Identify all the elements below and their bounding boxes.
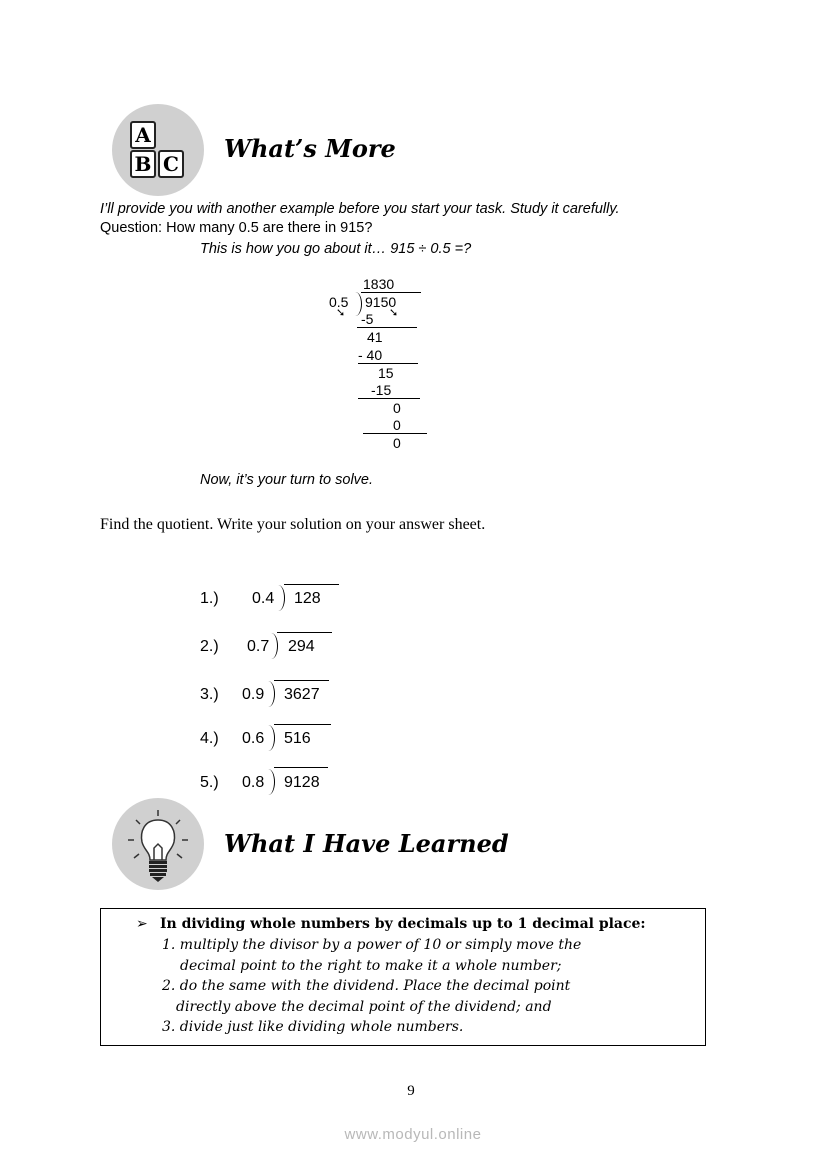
summary-line: directly above the decimal point of the dividend; and	[176, 999, 552, 1015]
block-a: A	[130, 121, 156, 149]
division-bracket	[267, 633, 278, 659]
step: - 40	[358, 347, 383, 363]
problem-divisor: 0.6	[242, 730, 265, 747]
problem-dividend: 516	[284, 730, 311, 747]
division-bracket	[274, 585, 285, 611]
division-bracket	[264, 725, 275, 751]
problem-divisor: 0.4	[252, 590, 275, 607]
problem-number: 1.)	[200, 590, 219, 607]
step: 0	[393, 417, 401, 433]
problem-number: 4.)	[200, 730, 219, 747]
problem-number: 2.)	[200, 638, 219, 655]
bullet-arrow-icon: ➢	[136, 916, 148, 932]
step: 41	[367, 329, 383, 345]
problem-divisor: 0.9	[242, 686, 265, 703]
question-text: Question: How many 0.5 are there in 915?	[100, 220, 373, 236]
block-c: C	[158, 150, 184, 178]
dividend: 9150	[365, 294, 397, 310]
problem-divisor: 0.7	[247, 638, 270, 655]
approach-text	[200, 241, 471, 257]
summary-box	[100, 908, 706, 1046]
division-bracket	[264, 769, 275, 795]
problem-number: 5.)	[200, 774, 219, 791]
summary-line: decimal point to the right to make it a whole number;	[180, 958, 562, 974]
summary-line: 3. divide just like dividing whole numbers.	[162, 1019, 464, 1035]
section-title-what-i-have-learned: What I Have Learned	[224, 829, 509, 858]
page-number: 9	[407, 1083, 415, 1099]
problem-dividend: 3627	[284, 686, 320, 703]
problem-dividend: 9128	[284, 774, 320, 791]
watermark: www.modyul.online	[344, 1126, 482, 1143]
block-b: B	[130, 150, 156, 178]
decimal-shift-arrow-icon: ➘	[336, 307, 346, 319]
division-bracket	[264, 681, 275, 707]
section-title-whats-more: What’s More	[224, 134, 396, 163]
problem-dividend: 294	[288, 638, 315, 655]
step: -5	[361, 311, 374, 327]
problem-dividend: 128	[294, 590, 321, 607]
step: 15	[378, 365, 394, 381]
turn-text: Now, it’s your turn to solve.	[200, 472, 374, 488]
divisor: 0.5	[329, 294, 349, 310]
approach-label: This is how you go about it… 915 ÷ 0.5 =?	[200, 241, 472, 257]
problem-divisor: 0.8	[242, 774, 265, 791]
instructions-text: Find the quotient. Write your solution on your answer sheet.	[100, 516, 486, 533]
problem-number: 3.)	[200, 686, 219, 703]
summary-line: 2. do the same with the dividend. Place the decimal point	[162, 978, 571, 994]
quotient: 1830	[363, 276, 395, 292]
summary-heading: In dividing whole numbers by decimals up to 1 decimal place:	[160, 916, 646, 932]
step: 0	[393, 400, 401, 416]
step: -15	[371, 382, 392, 398]
intro-text: I’ll provide you with another example before you start your task. Study it carefully.	[100, 201, 620, 217]
decimal-shift-arrow-icon: ➘	[389, 307, 399, 319]
summary-line: 1. multiply the divisor by a power of 10 or simply move the	[162, 937, 582, 953]
step: 0	[393, 435, 401, 451]
